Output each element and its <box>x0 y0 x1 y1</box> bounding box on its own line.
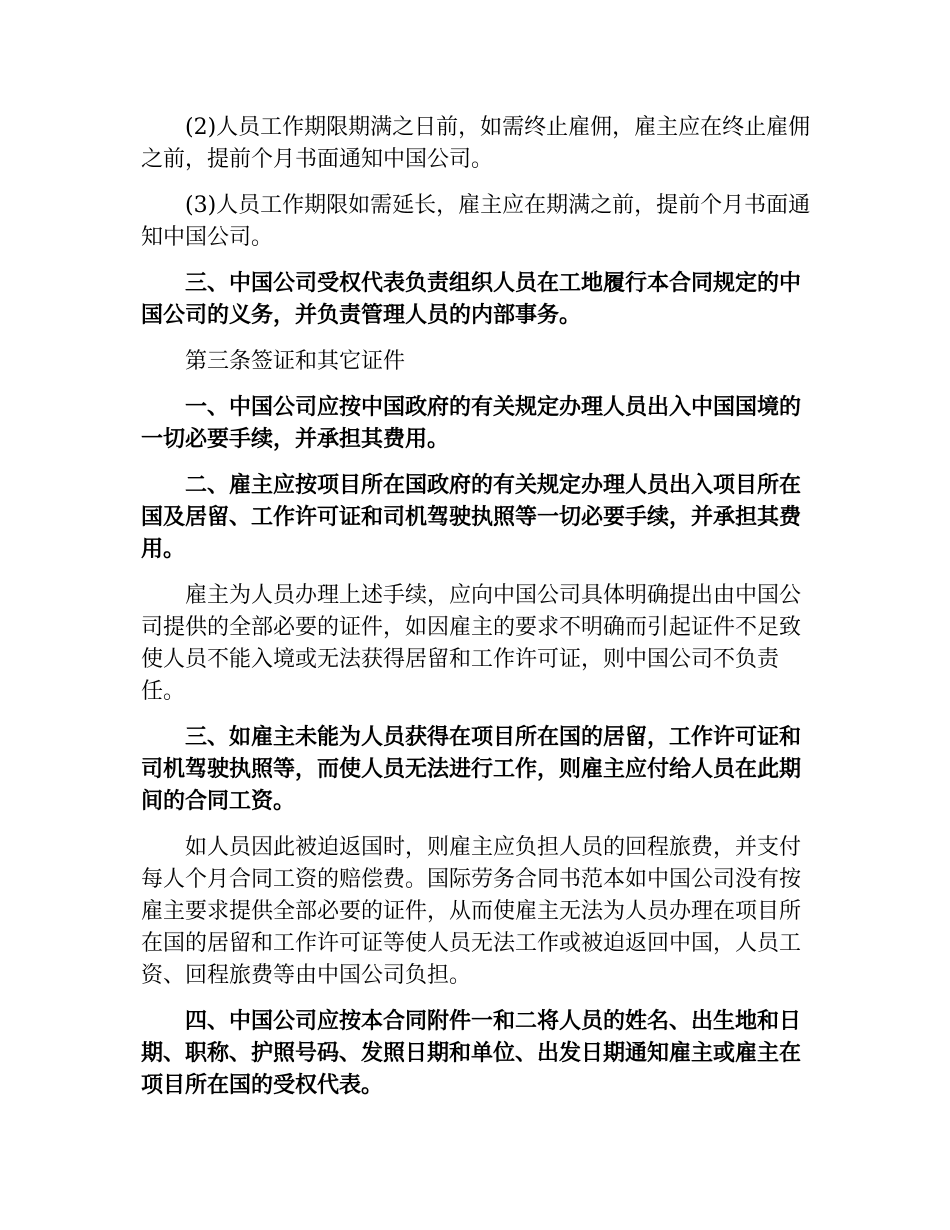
paragraph-repatriation-costs: 如人员因此被迫返国时，则雇主应负担人员的回程旅费，并支付每人个月合同工资的赔偿费。国际劳务合同书范本如中国公司没有按雇主要求提供全部必要的证件，从而使雇主无法为人员办理在项目所在国的居留和工作许可证等使人员无法工作或被迫返回中国，人员工资、回程旅费等由中国公司负担。 <box>141 835 802 988</box>
paragraph-termination-notice: (2)人员工作期限期满之日前，如需终止雇佣，雇主应在终止雇佣之前，提前个月书面通知中国公司。 <box>141 115 811 172</box>
paragraph-document-requirements: 雇主为人员办理上述手续，应向中国公司具体明确提出由中国公司提供的全部必要的证件，如因雇主的要求不明确而引起证件不足致使人员不能入境或无法获得居留和工作许可证，则中国公司不负责任。 <box>141 583 802 704</box>
document-body <box>141 112 821 1116</box>
paragraph-extension-notice: (3)人员工作期限如需延长，雇主应在期满之前，提前个月书面通知中国公司。 <box>141 193 811 250</box>
paragraph-personnel-information: 四、中国公司应按本合同附件一和二将人员的姓名、出生地和日期、职称、护照号码、发照日期和单位、出发日期通知雇主或雇主在项目所在国的受权代表。 <box>141 1009 802 1098</box>
paragraph-china-exit-procedures: 一、中国公司应按中国政府的有关规定办理人员出入中国国境的一切必要手续，并承担其费用。 <box>141 395 802 452</box>
paragraph-employer-procedures: 二、雇主应按项目所在国政府的有关规定办理人员出入项目所在国及居留、工作许可证和司机驾驶执照等一切必要手续，并承担其费用。 <box>141 473 802 562</box>
paragraph-authorized-representative: 三、中国公司受权代表负责组织人员在工地履行本合同规定的中国公司的义务，并负责管理人员的内部事务。 <box>141 271 802 328</box>
section-heading-visa: 第三条签证和其它证件 <box>185 349 406 374</box>
paragraph-permit-failure: 三、如雇主未能为人员获得在项目所在国的居留，工作许可证和司机驾驶执照等，而使人员无法进行工作，则雇主应付给人员在此期间的合同工资。 <box>141 725 802 814</box>
